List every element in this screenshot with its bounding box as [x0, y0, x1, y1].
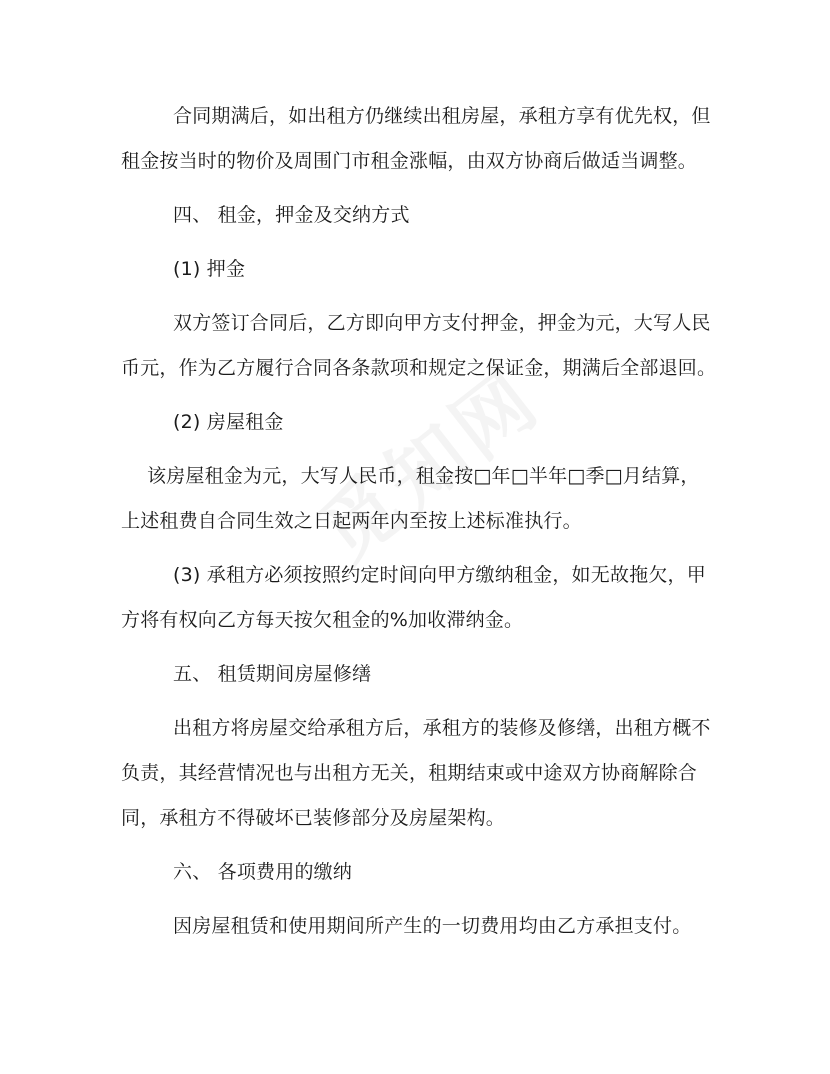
- paragraph-line: 币元，作为乙方履行合同各条款项和规定之保证金，期满后全部退回。: [121, 357, 717, 379]
- paragraph-line: 方将有权向乙方每天按欠租金的%加收滞纳金。: [121, 609, 524, 631]
- paragraph-line: 出租方将房屋交给承租方后，承租方的装修及修缮，出租方概不: [173, 717, 711, 739]
- paragraph-line: 双方签订合同后，乙方即向甲方支付押金，押金为元，大写人民: [173, 312, 711, 334]
- paragraph-line: 上述租费自合同生效之日起两年内至按上述标准执行。: [121, 510, 582, 532]
- paragraph-line: 租金按当时的物价及周围门市租金涨幅，由双方协商后做适当调整。: [121, 150, 698, 172]
- paragraph-line: 该房屋租金为元，大写人民币，租金按□年□半年□季□月结算，: [147, 465, 700, 487]
- paragraph-line: 同，承租方不得破坏已装修部分及房屋架构。: [121, 807, 506, 829]
- section-heading: 五、 租赁期间房屋修缮: [173, 663, 372, 685]
- section-heading: 四、 租金，押金及交纳方式: [173, 204, 410, 226]
- paragraph-line: 负责，其经营情况也与出租方无关，租期结束或中途双方协商解除合: [121, 762, 698, 784]
- paragraph-line: 因房屋租赁和使用期间所产生的一切费用均由乙方承担支付。: [173, 915, 692, 937]
- section-heading: 六、 各项费用的缴纳: [173, 861, 353, 883]
- paragraph-line: (3) 承租方必须按照约定时间向甲方缴纳租金，如无故拖欠，甲: [173, 564, 706, 586]
- subsection-heading: (1) 押金: [173, 258, 246, 280]
- subsection-heading: (2) 房屋租金: [173, 411, 284, 433]
- paragraph-line: 合同期满后，如出租方仍继续出租房屋，承租方享有优先权，但: [173, 105, 711, 127]
